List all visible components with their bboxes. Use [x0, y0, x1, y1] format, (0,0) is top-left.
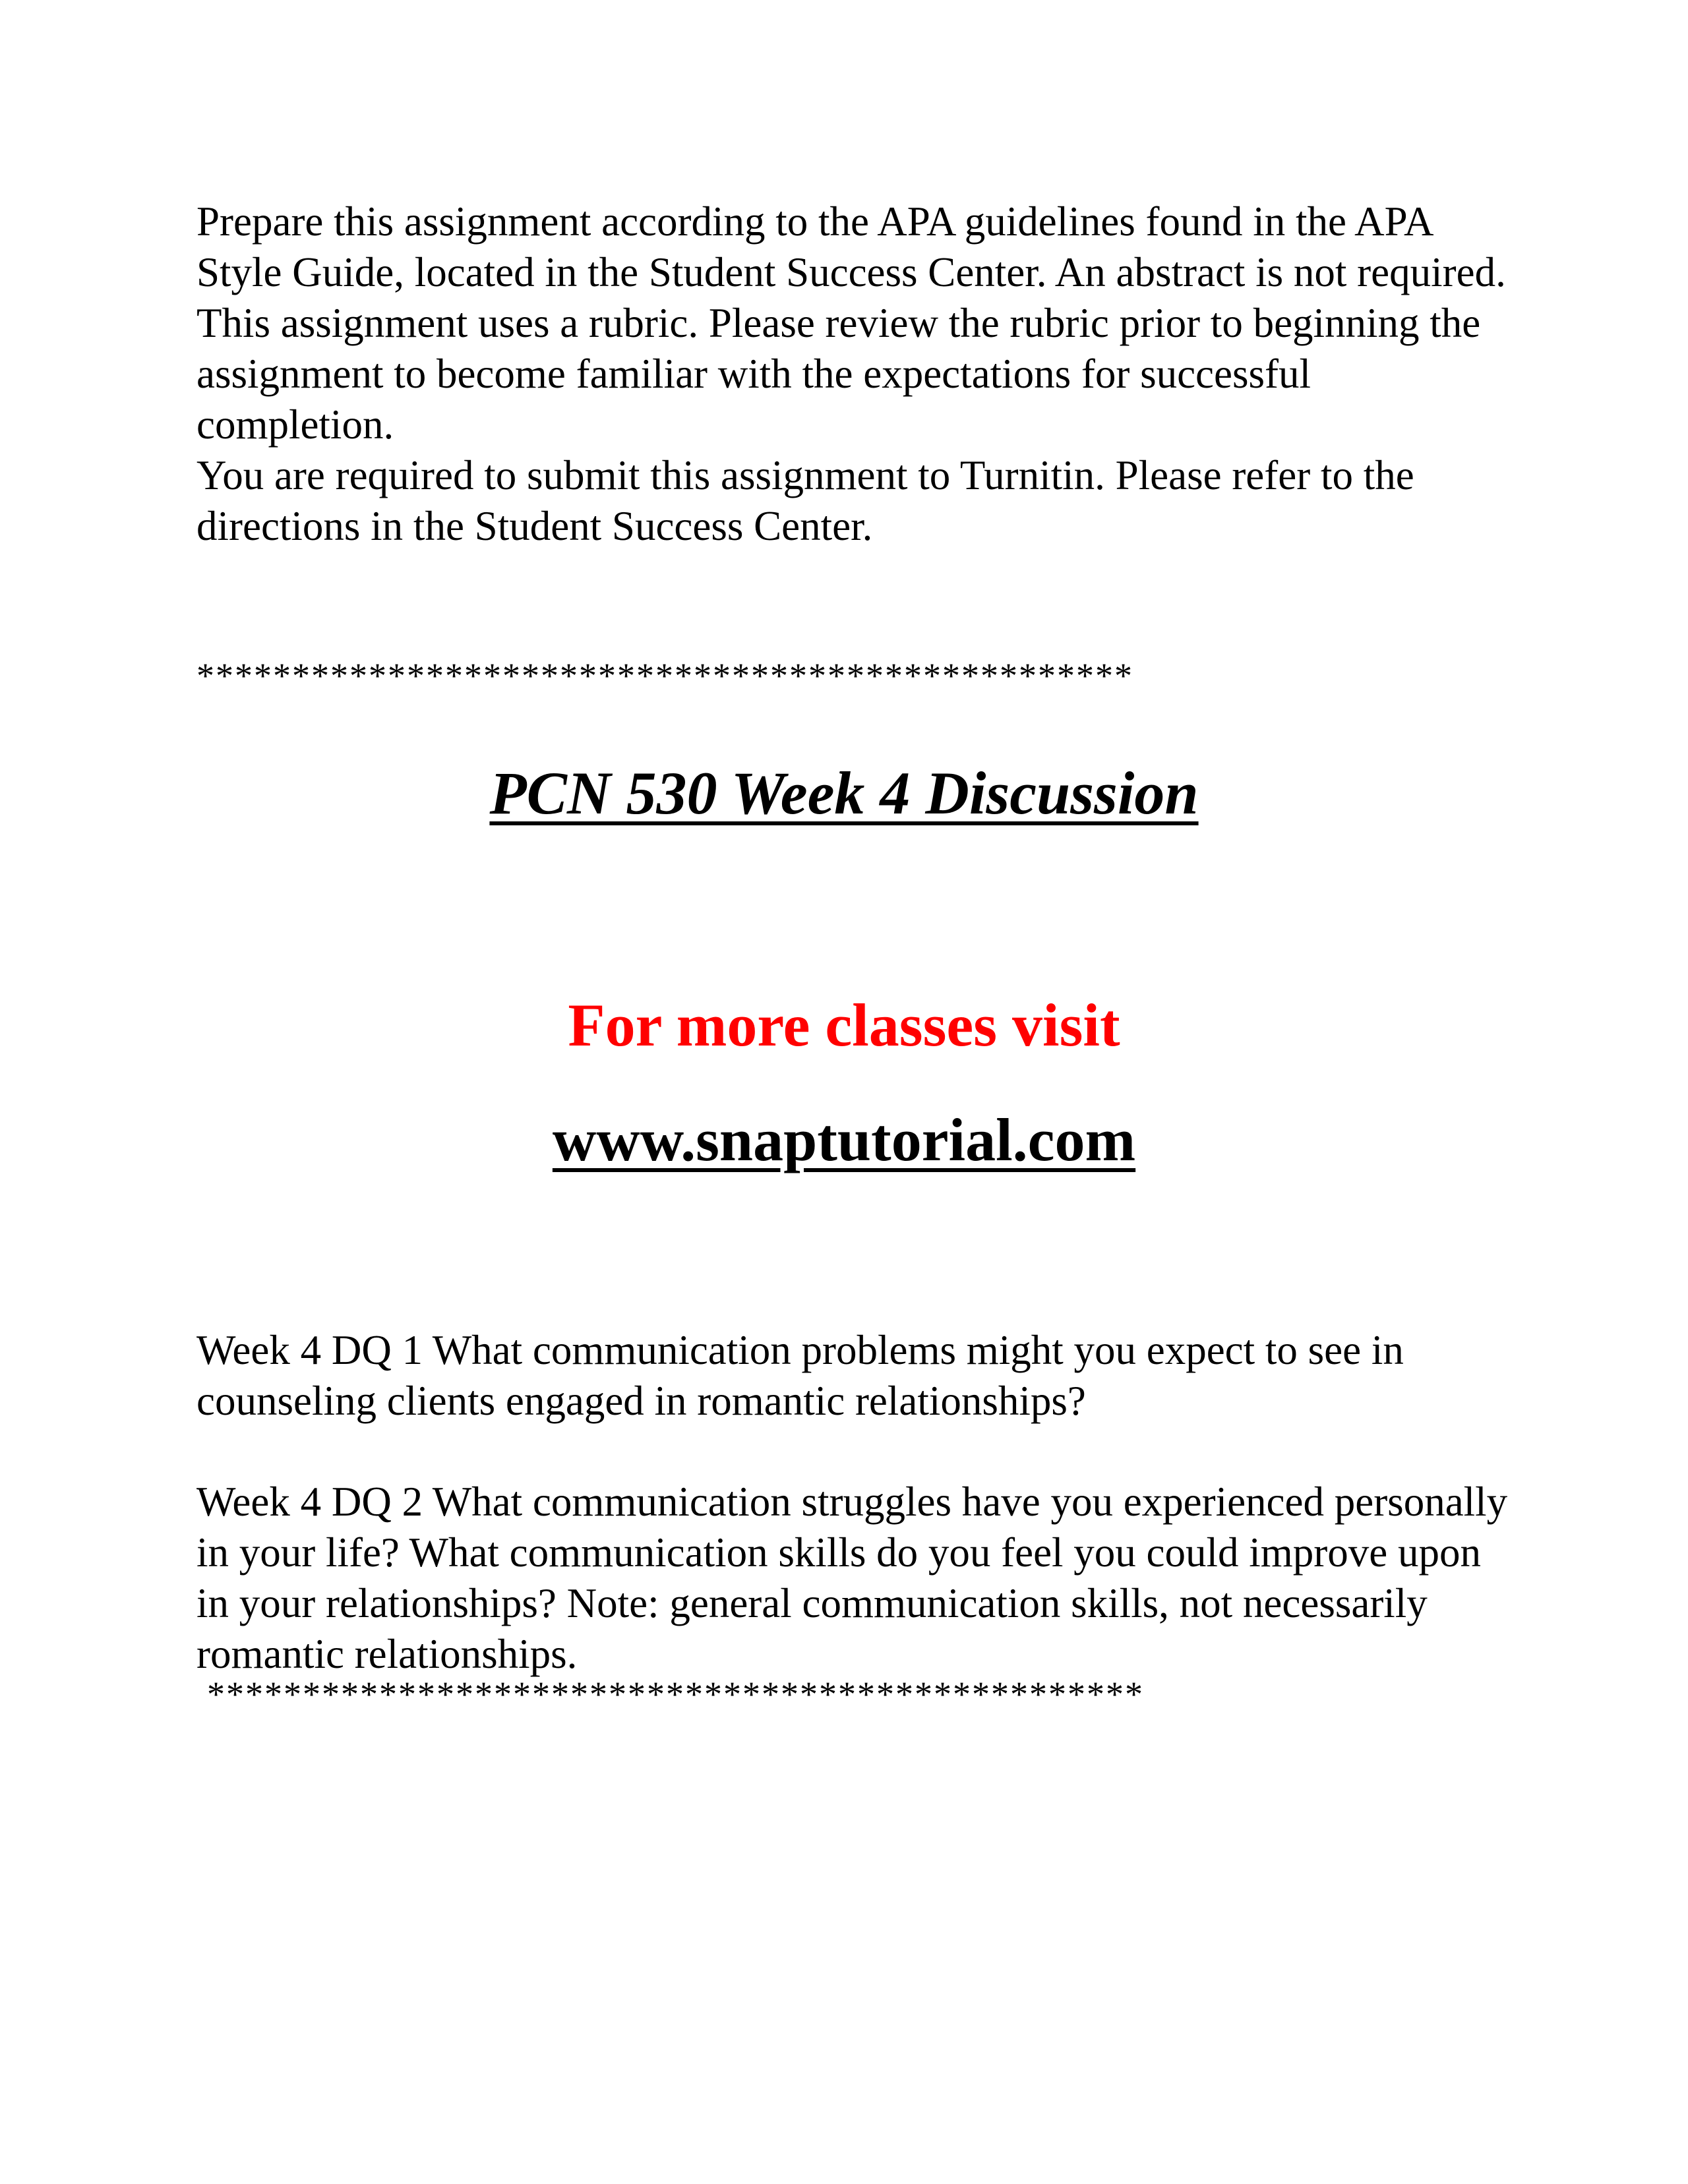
intro-instructions	[196, 196, 1515, 552]
intro-paragraph-rubric: This assignment uses a rubric. Please review the rubric prior to beginning the assignment to become familiar with the expectations for successful completion.	[196, 300, 1481, 448]
page-title: PCN 530 Week 4 Discussion	[489, 759, 1199, 827]
intro-paragraph-turnitin: You are required to submit this assignment to Turnitin. Please refer to the directions in the Student Success Center.	[196, 452, 1414, 549]
promo-heading: For more classes visit	[568, 991, 1120, 1059]
intro-paragraph-apa: Prepare this assignment according to the APA guidelines found in the APA Style Guide, located in the Student Success Center. An abstract is not required.	[196, 198, 1506, 295]
discussion-question-1: Week 4 DQ 1 What communication problems might you expect to see in counseling clients engaged in romantic relationships?	[196, 1327, 1404, 1424]
website-link[interactable]: www.snaptutorial.com	[552, 1106, 1136, 1173]
separator-bottom: *************************************************	[207, 1674, 1144, 1714]
discussion-question-2: Week 4 DQ 2 What communication struggles have you experienced personally in your life? What communication skills do you feel you could improve upon in your relationships? Note: general communication skills, not necessarily romantic relationships.	[196, 1479, 1508, 1677]
separator-top: *************************************************	[196, 656, 1133, 695]
